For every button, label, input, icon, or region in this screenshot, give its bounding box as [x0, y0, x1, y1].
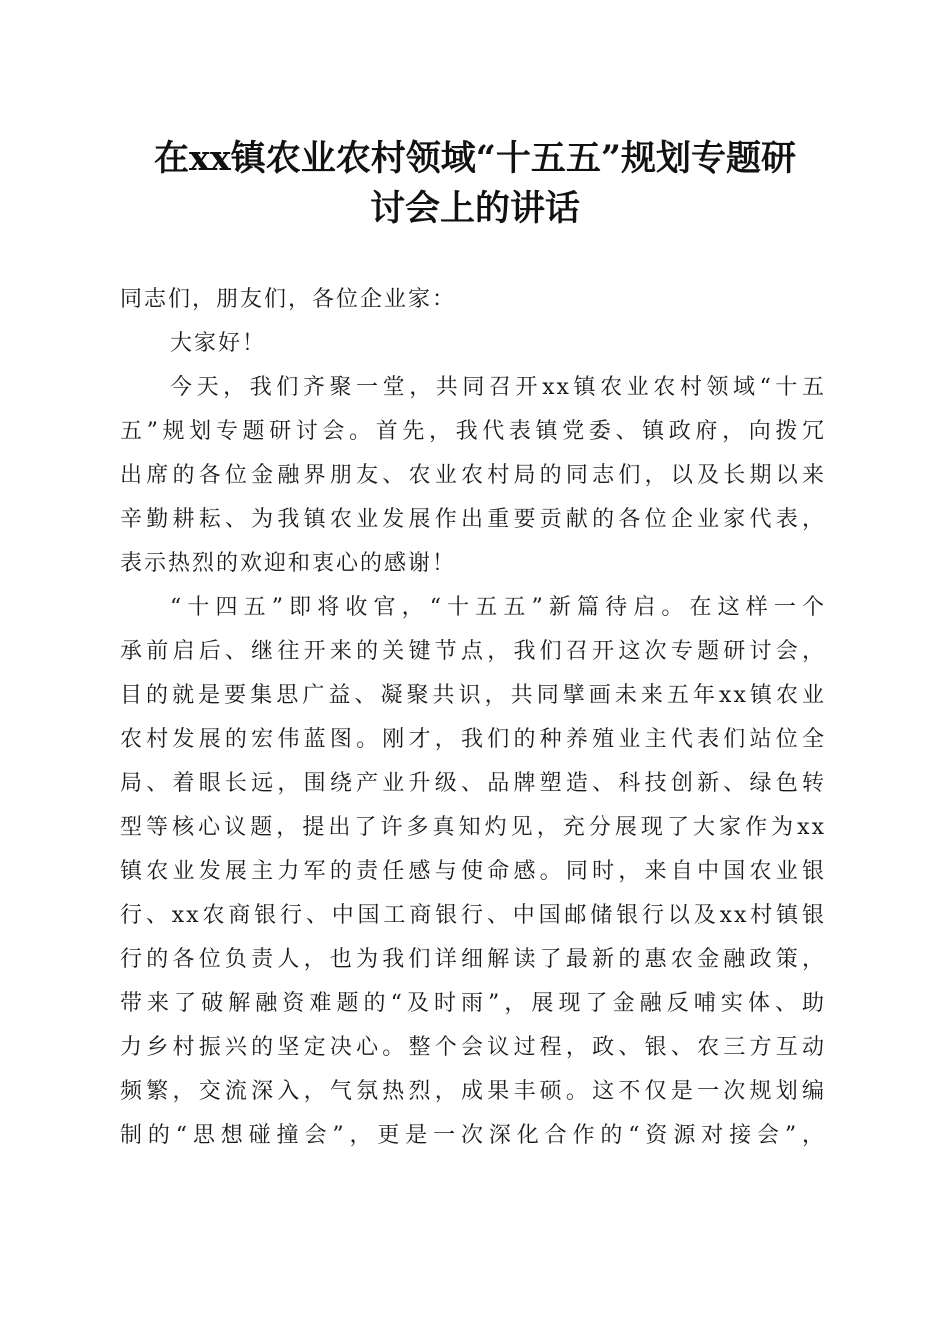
paragraph-line: 行、xx农商银行、中国工商银行、中国邮储银行以及xx村镇银 [120, 903, 826, 928]
paragraph-line: 行的各位负责人，也为我们详细解读了最新的惠农金融政策， [120, 947, 826, 972]
paragraph-line: 表示热烈的欢迎和衷心的感谢！ [120, 551, 457, 576]
paragraph-line: 带来了破解融资难题的“及时雨”，展现了金融反哺实体、助 [120, 991, 826, 1016]
paragraph-1 [120, 366, 826, 586]
paragraph-line: 目的就是要集思广益、凝聚共识，共同擘画未来五年xx镇农业 [120, 683, 826, 708]
paragraph-2 [120, 586, 826, 1158]
title-line-2: 讨会上的讲话 [369, 188, 580, 229]
paragraph-line: 农村发展的宏伟蓝图。刚才，我们的种养殖业主代表们站位全 [120, 727, 826, 752]
paragraph-line: 型等核心议题，提出了许多真知灼见，充分展现了大家作为xx [120, 815, 826, 840]
paragraph-line: 今天，我们齐聚一堂，共同召开xx镇农业农村领域“十五 [170, 375, 826, 400]
paragraph-line: 镇农业发展主力军的责任感与使命感。同时，来自中国农业银 [120, 859, 826, 884]
paragraph-line: 力乡村振兴的坚定决心。整个会议过程，政、银、农三方互动 [120, 1035, 826, 1060]
paragraph-line: 五”规划专题研讨会。首先，我代表镇党委、镇政府，向拨冗 [120, 419, 826, 444]
paragraph-line: 承前启后、继往开来的关键节点，我们召开这次专题研讨会， [120, 639, 826, 664]
paragraph-line: “十四五”即将收官，“十五五”新篇待启。在这样一个 [170, 595, 826, 620]
document-title [110, 134, 840, 234]
paragraph-line: 出席的各位金融界朋友、农业农村局的同志们，以及长期以来 [120, 463, 826, 488]
salutation: 同志们，朋友们，各位企业家： [120, 287, 457, 312]
paragraph-line: 辛勤耕耘、为我镇农业发展作出重要贡献的各位企业家代表， [120, 507, 826, 532]
greeting: 大家好！ [170, 331, 267, 356]
paragraph-line: 频繁，交流深入，气氛热烈，成果丰硕。这不仅是一次规划编 [120, 1079, 826, 1104]
title-line-1: 在xx镇农业农村领域“十五五”规划专题研 [154, 138, 796, 179]
paragraph-line: 制的“思想碰撞会”，更是一次深化合作的“资源对接会”， [120, 1123, 826, 1148]
paragraph-line: 局、着眼长远，围绕产业升级、品牌塑造、科技创新、绿色转 [120, 771, 826, 796]
document-body [120, 278, 826, 1158]
